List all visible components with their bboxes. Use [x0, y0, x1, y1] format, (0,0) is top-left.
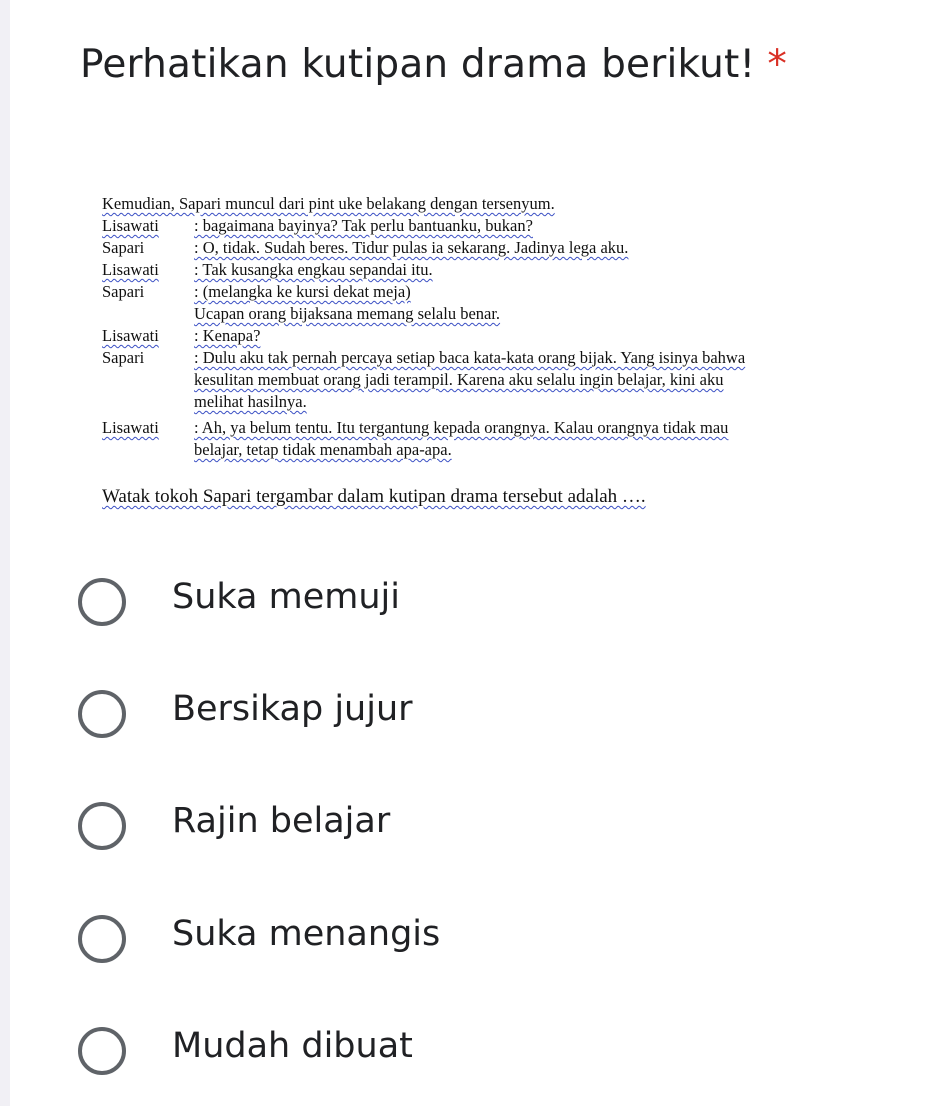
speaker-name: Lisawati	[102, 216, 159, 235]
radio-button[interactable]	[78, 915, 126, 963]
dialogue-text: : Tak kusangka engkau sepandai itu.	[194, 260, 433, 279]
option-suka-memuji[interactable]	[78, 574, 778, 638]
question-card	[10, 0, 932, 1106]
required-asterisk: *	[767, 42, 788, 87]
question-title: Perhatikan kutipan drama berikut! *	[80, 42, 788, 87]
option-mudah-dibuat[interactable]	[78, 1023, 778, 1087]
option-label: Bersikap jujur	[172, 689, 413, 729]
excerpt-intro: Kemudian, Sapari muncul dari pint uke belakang dengan tersenyum.	[102, 194, 555, 213]
radio-button[interactable]	[78, 578, 126, 626]
dialogue-text: : Dulu aku tak pernah percaya setiap baca kata-kata orang bijak. Yang isinya bahwa	[194, 348, 746, 367]
speaker-name: Sapari	[102, 282, 145, 301]
option-label: Mudah dibuat	[172, 1026, 413, 1066]
dialogue-text: : Kenapa?	[194, 326, 261, 345]
option-rajin-belajar[interactable]	[78, 798, 778, 862]
option-suka-menangis[interactable]	[78, 911, 778, 975]
excerpt-question: Watak tokoh Sapari tergambar dalam kutipan drama tersebut adalah ….	[102, 486, 646, 507]
option-bersikap-jujur[interactable]	[78, 686, 778, 750]
speaker-name: Lisawati	[102, 418, 159, 437]
dialogue-text: : (melangka ke kursi dekat meja)	[194, 282, 411, 301]
option-label: Suka menangis	[172, 914, 441, 954]
speaker-name: Lisawati	[102, 260, 159, 279]
radio-button[interactable]	[78, 690, 126, 738]
option-label: Suka memuji	[172, 577, 400, 617]
speaker-name: Sapari	[102, 238, 145, 257]
radio-button[interactable]	[78, 1027, 126, 1075]
dialogue-text: kesulitan membuat orang jadi terampil. Karena aku selalu ingin belajar, kini aku	[194, 370, 724, 389]
dialogue-text: melihat hasilnya.	[194, 392, 307, 411]
dialogue-text: : O, tidak. Sudah beres. Tidur pulas ia sekarang. Jadinya lega aku.	[194, 238, 629, 257]
dialogue-text: belajar, tetap tidak menambah apa-apa.	[194, 440, 452, 459]
dialogue-text: : Ah, ya belum tentu. Itu tergantung kepada orangnya. Kalau orangnya tidak mau	[194, 418, 729, 437]
radio-button[interactable]	[78, 802, 126, 850]
option-label: Rajin belajar	[172, 801, 391, 841]
speaker-name: Sapari	[102, 348, 145, 367]
dialogue-text: : bagaimana bayinya? Tak perlu bantuanku, bukan?	[194, 216, 533, 235]
speaker-name: Lisawati	[102, 326, 159, 345]
dialogue-text: Ucapan orang bijaksana memang selalu benar.	[194, 304, 501, 323]
